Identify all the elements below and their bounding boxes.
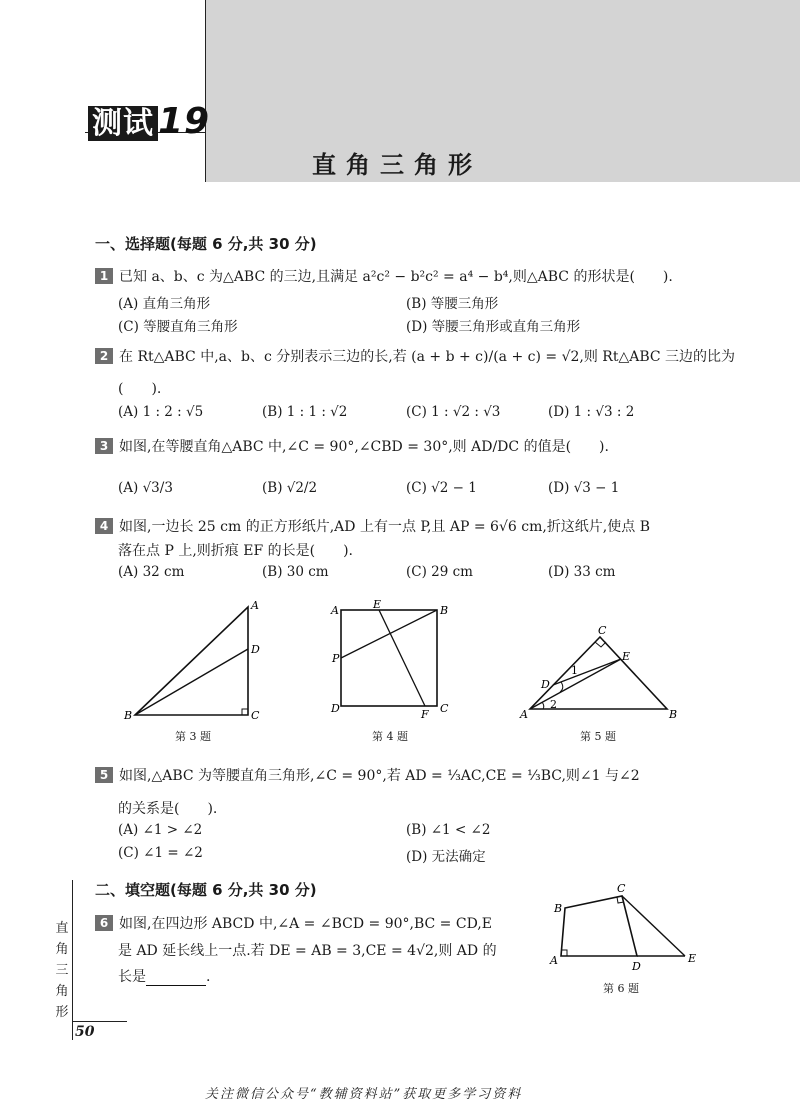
answer-blank[interactable]: [146, 971, 206, 986]
label-b: B: [440, 604, 449, 617]
option-c: (C) ∠1 = ∠2: [118, 845, 203, 861]
question-6: [95, 913, 492, 933]
label-angle-2: 2: [550, 698, 557, 711]
option-c: (C) 等腰直角三角形: [118, 319, 238, 335]
footer-note: 关注微信公众号“教辅资料站”获取更多学习资料: [205, 1087, 523, 1102]
question-text: 如图,一边长 25 cm 的正方形纸片,AD 上有一点 P,且 AP = 6√6 cm,折这纸片,使点 B: [119, 519, 651, 535]
option-a: (A) 1 : 2 : √5: [118, 404, 204, 420]
option-a: (A) 直角三角形: [118, 296, 211, 312]
question-number: 4: [95, 518, 113, 534]
question-5-cont: 的关系是( ).: [118, 801, 218, 817]
header-banner: [205, 0, 800, 182]
question-text: 如图,△ABC 为等腰直角三角形,∠C = 90°,若 AD = ⅓AC,CE = ⅓BC,则∠1 与∠2: [119, 768, 640, 784]
option-b: (B) √2/2: [262, 480, 318, 496]
label-e: E: [622, 650, 631, 663]
question-number: 1: [95, 268, 113, 284]
label-d: D: [632, 960, 641, 973]
question-2: [95, 346, 735, 366]
label-e: E: [373, 598, 382, 611]
question-text: 如图,在等腰直角△ABC 中,∠C = 90°,∠CBD = 30°,则 AD/DC 的值是( ).: [119, 439, 609, 455]
label-d: D: [541, 678, 550, 691]
question-number: 2: [95, 348, 113, 364]
figure-6-caption: 第 6 题: [603, 982, 639, 995]
option-d: (D) 等腰三角形或直角三角形: [406, 319, 581, 335]
option-c: (C) √2 − 1: [406, 480, 477, 496]
question-1: [95, 266, 673, 286]
question-3: [95, 436, 609, 456]
figure-6: [545, 880, 705, 975]
question-2-cont: ( ).: [118, 381, 162, 397]
label-c: C: [251, 709, 260, 722]
angle-2-arc: [542, 702, 544, 709]
label-a: A: [331, 604, 339, 617]
option-b: (B) 等腰三角形: [406, 296, 499, 312]
side-rule: [72, 880, 73, 1040]
option-d: (D) 33 cm: [548, 564, 616, 580]
label-a: A: [550, 954, 558, 967]
label-c: C: [617, 882, 626, 895]
square-abcd: [341, 610, 437, 706]
segment-ce: [622, 896, 685, 956]
label-f: F: [421, 708, 429, 721]
label-c: C: [598, 624, 607, 637]
question-text: 长是: [118, 969, 146, 985]
page-number: 50: [75, 1024, 95, 1040]
option-d: (D) 无法确定: [406, 849, 486, 865]
test-label: [88, 98, 210, 142]
label-angle-1: 1: [571, 664, 578, 677]
question-4-cont: 落在点 P 上,则折痕 EF 的长是( ).: [118, 543, 353, 559]
right-angle-mark: [242, 709, 248, 715]
question-4: [95, 516, 650, 536]
side-chapter-label: 直角三角形: [55, 921, 69, 1020]
question-number: 3: [95, 438, 113, 454]
question-number: 6: [95, 915, 113, 931]
label-d: D: [331, 702, 340, 715]
question-6-cont: 是 AD 延长线上一点.若 DE = AB = 3,CE = 4√2,则 AD 的: [118, 943, 497, 959]
test-number: 19: [158, 101, 211, 142]
option-a: (A) 32 cm: [118, 564, 185, 580]
option-b: (B) 1 : 1 : √2: [262, 404, 348, 420]
question-text: 已知 a、b、c 为△ABC 的三边,且满足 a²c² − b²c² = a⁴ − b⁴,则△ABC 的形状是( ).: [119, 269, 673, 285]
option-b: (B) ∠1 < ∠2: [406, 822, 491, 838]
quadrilateral-abcd: [561, 896, 637, 956]
label-a: A: [520, 708, 528, 721]
figure-3: [120, 595, 280, 725]
question-text: 如图,在四边形 ABCD 中,∠A = ∠BCD = 90°,BC = CD,E: [119, 916, 492, 932]
question-6-cont2: 长是 .: [118, 969, 211, 985]
option-d: (D) √3 − 1: [548, 480, 620, 496]
segment-de: [553, 659, 621, 685]
label-b: B: [669, 708, 678, 721]
question-number: 5: [95, 767, 113, 783]
label-e: E: [688, 952, 697, 965]
section-title-fill: 二、填空题(每题 6 分,共 30 分): [95, 881, 317, 899]
figure-3-caption: 第 3 题: [175, 730, 211, 743]
question-5: [95, 765, 640, 785]
label-a: A: [251, 599, 259, 612]
option-c: (C) 29 cm: [406, 564, 473, 580]
question-text: 在 Rt△ABC 中,a、b、c 分别表示三边的长,若 (a + b + c)/(a + c) = √2,则 Rt△ABC 三边的比为: [119, 349, 736, 365]
option-a: (A) ∠1 > ∠2: [118, 822, 203, 838]
figure-4: [325, 598, 455, 723]
figure-5: [515, 622, 690, 724]
option-c: (C) 1 : √2 : √3: [406, 404, 501, 420]
test-label-text: 测试: [88, 106, 158, 141]
option-b: (B) 30 cm: [262, 564, 329, 580]
option-d: (D) 1 : √3 : 2: [548, 404, 635, 420]
figure-4-caption: 第 4 题: [372, 730, 408, 743]
figure-5-caption: 第 5 题: [580, 730, 616, 743]
segment-bd: [135, 649, 248, 715]
label-p: P: [332, 652, 340, 665]
fold-ef: [379, 610, 425, 706]
label-c: C: [440, 702, 449, 715]
chapter-title: 直角三角形: [312, 151, 482, 179]
option-a: (A) √3/3: [118, 480, 173, 496]
label-b: B: [554, 902, 563, 915]
label-b: B: [124, 709, 133, 722]
label-d: D: [251, 643, 260, 656]
section-title-choice: 一、选择题(每题 6 分,共 30 分): [95, 235, 317, 253]
segment-pb: [341, 610, 437, 658]
triangle-abc: [135, 607, 248, 715]
